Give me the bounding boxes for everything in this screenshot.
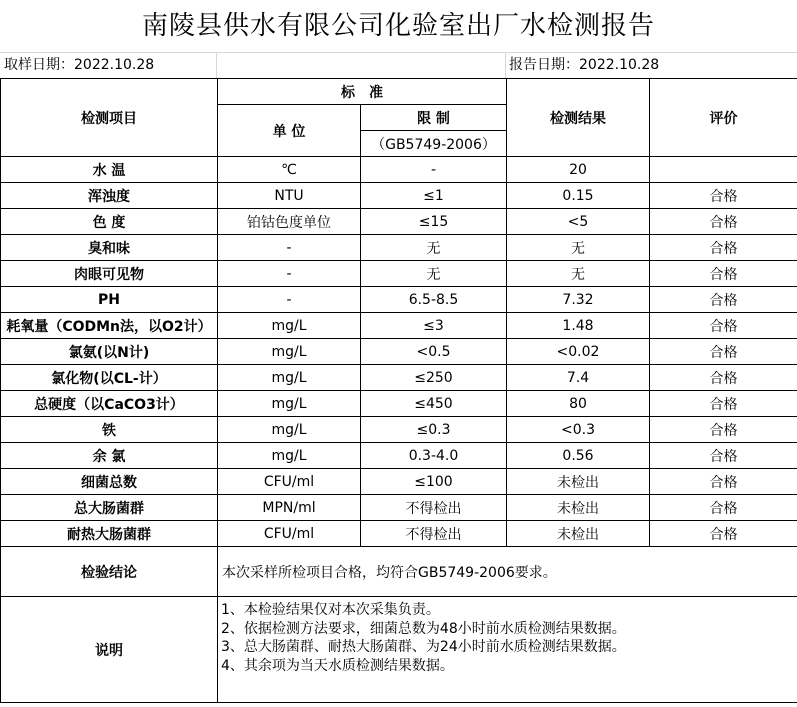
row-limit: 6.5-8.5 — [361, 287, 507, 313]
grid-line — [505, 52, 506, 78]
date-bar — [0, 52, 797, 79]
header-limit: 限 制 — [361, 105, 507, 131]
header-standard: 标 准 — [218, 79, 507, 105]
row-eval: 合格 — [650, 313, 797, 339]
header-unit: 单 位 — [218, 105, 361, 157]
row-result: 7.32 — [507, 287, 650, 313]
row-unit: mg/L — [218, 365, 361, 391]
row-item: 氯化物(以CL-计） — [1, 365, 218, 391]
row-eval: 合格 — [650, 469, 797, 495]
row-item: 总硬度（以CaCO3计） — [1, 391, 218, 417]
report-title: 南陵县供水有限公司化验室出厂水检测报告 — [0, 0, 797, 53]
row-result: <5 — [507, 209, 650, 235]
note-line: 1、本检验结果仅对本次采集负责。 — [221, 602, 440, 618]
row-item: PH — [1, 287, 218, 313]
row-item: 氯氨(以N计) — [1, 339, 218, 365]
row-limit: ≤100 — [361, 469, 507, 495]
table-row — [1, 521, 797, 547]
row-eval: 合格 — [650, 287, 797, 313]
row-eval: 合格 — [650, 417, 797, 443]
row-limit: <0.5 — [361, 339, 507, 365]
conclusion-text: 本次采样所检项目合格，均符合GB5749-2006要求。 — [218, 547, 797, 597]
note-line: 3、总大肠菌群、耐热大肠菌群、为24小时前水质检测结果数据。 — [221, 639, 626, 655]
table-row — [1, 313, 797, 339]
row-eval: 合格 — [650, 495, 797, 521]
header-result: 检测结果 — [507, 79, 650, 157]
row-result: 20 — [507, 157, 650, 183]
row-eval: 合格 — [650, 235, 797, 261]
row-eval — [650, 157, 797, 183]
row-eval: 合格 — [650, 261, 797, 287]
row-unit: - — [218, 235, 361, 261]
row-item: 耗氧量（CODMn法，以O2计） — [1, 313, 218, 339]
table-row — [1, 391, 797, 417]
row-result: 无 — [507, 235, 650, 261]
row-limit: ≤250 — [361, 365, 507, 391]
row-unit: CFU/ml — [218, 521, 361, 547]
row-eval: 合格 — [650, 443, 797, 469]
sample-date: 取样日期：2022.10.28 — [4, 57, 155, 73]
row-limit: ≤450 — [361, 391, 507, 417]
table-row — [1, 495, 797, 521]
row-unit: CFU/ml — [218, 469, 361, 495]
note-line: 4、其余项为当天水质检测结果数据。 — [221, 657, 454, 674]
row-limit: 无 — [361, 261, 507, 287]
row-item: 色 度 — [1, 209, 218, 235]
note-line: 2、依据检测方法要求，细菌总数为48小时前水质检测结果数据。 — [221, 620, 626, 637]
row-limit: 不得检出 — [361, 521, 507, 547]
row-result: <0.02 — [507, 339, 650, 365]
row-limit: 0.3-4.0 — [361, 443, 507, 469]
row-limit: ≤15 — [361, 209, 507, 235]
row-limit: ≤0.3 — [361, 417, 507, 443]
row-result: <0.3 — [507, 417, 650, 443]
row-unit: mg/L — [218, 313, 361, 339]
row-limit: ≤1 — [361, 183, 507, 209]
notes-label: 说明 — [1, 597, 218, 703]
notes-cell — [218, 597, 797, 703]
row-eval: 合格 — [650, 391, 797, 417]
conclusion-label: 检验结论 — [1, 547, 218, 597]
row-result: 无 — [507, 261, 650, 287]
row-unit: MPN/ml — [218, 495, 361, 521]
table-row — [1, 183, 797, 209]
row-unit: - — [218, 287, 361, 313]
table-row — [1, 417, 797, 443]
table-row — [1, 287, 797, 313]
row-item: 浑浊度 — [1, 183, 218, 209]
row-result: 80 — [507, 391, 650, 417]
row-item: 耐热大肠菌群 — [1, 521, 218, 547]
row-result: 7.4 — [507, 365, 650, 391]
report-date: 报告日期：2022.10.28 — [509, 57, 660, 73]
row-eval: 合格 — [650, 521, 797, 547]
row-limit: 无 — [361, 235, 507, 261]
row-result: 未检出 — [507, 495, 650, 521]
row-result: 1.48 — [507, 313, 650, 339]
row-item: 水 温 — [1, 157, 218, 183]
row-item: 余 氯 — [1, 443, 218, 469]
row-unit: NTU — [218, 183, 361, 209]
row-unit: mg/L — [218, 391, 361, 417]
row-result: 未检出 — [507, 521, 650, 547]
row-unit: 铂钴色度单位 — [218, 209, 361, 235]
table-row — [1, 261, 797, 287]
row-item: 细菌总数 — [1, 469, 218, 495]
header-item: 检测项目 — [1, 79, 218, 157]
row-item: 铁 — [1, 417, 218, 443]
row-result: 0.56 — [507, 443, 650, 469]
row-eval: 合格 — [650, 183, 797, 209]
row-eval: 合格 — [650, 209, 797, 235]
table-row — [1, 365, 797, 391]
table-row — [1, 469, 797, 495]
grid-line — [216, 52, 217, 78]
row-unit: mg/L — [218, 443, 361, 469]
row-eval: 合格 — [650, 339, 797, 365]
table-row — [1, 339, 797, 365]
report-table — [0, 78, 797, 703]
row-unit: ℃ — [218, 157, 361, 183]
row-unit: mg/L — [218, 339, 361, 365]
row-limit: 不得检出 — [361, 495, 507, 521]
header-evaluation: 评价 — [650, 79, 797, 157]
row-unit: - — [218, 261, 361, 287]
table-row — [1, 209, 797, 235]
table-row — [1, 443, 797, 469]
row-unit: mg/L — [218, 417, 361, 443]
header-gb: （GB5749-2006） — [361, 131, 507, 157]
row-result: 未检出 — [507, 469, 650, 495]
row-item: 肉眼可见物 — [1, 261, 218, 287]
row-eval: 合格 — [650, 365, 797, 391]
row-item: 总大肠菌群 — [1, 495, 218, 521]
row-item: 臭和味 — [1, 235, 218, 261]
row-limit: - — [361, 157, 507, 183]
row-limit: ≤3 — [361, 313, 507, 339]
table-row — [1, 157, 797, 183]
table-row — [1, 235, 797, 261]
row-result: 0.15 — [507, 183, 650, 209]
